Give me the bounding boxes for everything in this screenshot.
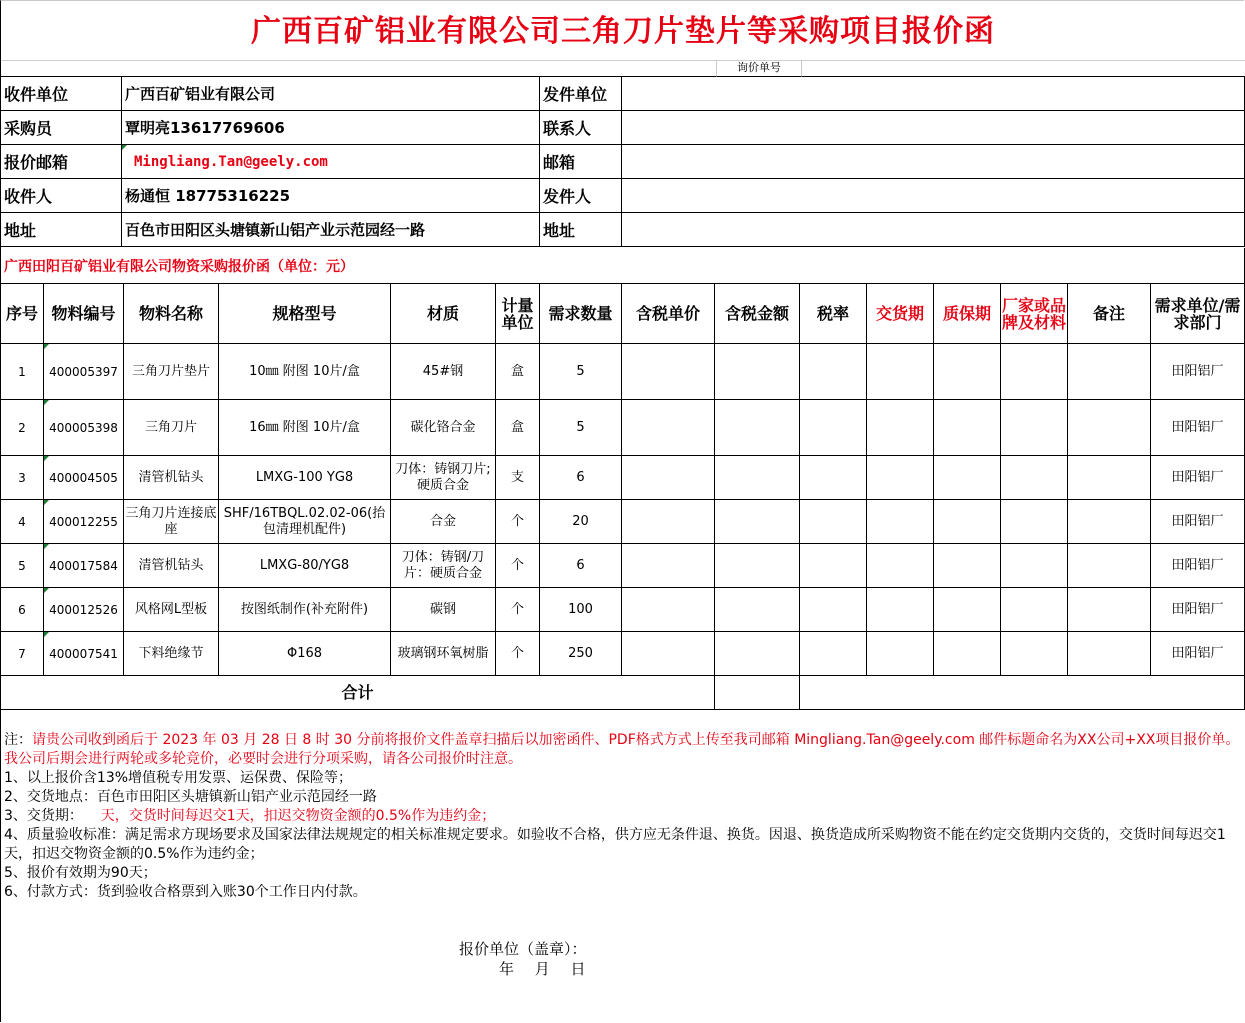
- row-2-spec: 16㎜ 附图 10片/盒: [219, 400, 391, 456]
- row-4-col-13: [1001, 500, 1068, 544]
- info-value-5: 百色市田阳区头塘镇新山铝产业示范园经一路: [122, 213, 540, 247]
- row-1-col-11: [867, 344, 934, 400]
- note-item-5: 5、报价有效期为90天；: [4, 865, 157, 881]
- signature-date: 年 月 日: [499, 960, 586, 978]
- row-4-qty: 20: [540, 500, 622, 544]
- row-2-col-12: [934, 400, 1001, 456]
- row-7-col-11: [867, 632, 934, 676]
- info-value-right-2: [622, 111, 1245, 145]
- row-4-col-11: [867, 500, 934, 544]
- info-label-3: 报价邮箱: [1, 145, 122, 179]
- header-col-8: 含税单价: [622, 284, 715, 344]
- row-5-code: 400017584: [44, 544, 124, 588]
- total-label: 合计: [1, 676, 715, 710]
- header-col-7: 需求数量: [540, 284, 622, 344]
- info-value-1: 广西百矿铝业有限公司: [122, 77, 540, 111]
- row-7-spec: Φ168: [219, 632, 391, 676]
- row-4-col-8: [622, 500, 715, 544]
- header-col-13: 厂家或品牌及材料: [1001, 284, 1068, 344]
- row-5-spec: LMXG-80/YG8: [219, 544, 391, 588]
- row-4-col-12: [934, 500, 1001, 544]
- row-4-material: 合金: [391, 500, 496, 544]
- row-3-unit: 支: [496, 456, 540, 500]
- row-3-material: 刀体：铸钢刀片;硬质合金: [391, 456, 496, 500]
- row-3-no: 3: [1, 456, 44, 500]
- row-7-col-9: [715, 632, 800, 676]
- row-7-col-14: [1068, 632, 1151, 676]
- row-2-col-8: [622, 400, 715, 456]
- signature-label: 报价单位（盖章）：: [459, 940, 587, 958]
- inquiry-strip: [1, 60, 1245, 77]
- row-2-code: 400005398: [44, 400, 124, 456]
- row-5-qty: 6: [540, 544, 622, 588]
- row-5-material: 刀体：铸钢/刀片：硬质合金: [391, 544, 496, 588]
- header-col-15: 需求单位/需求部门: [1151, 284, 1245, 344]
- row-3-col-13: [1001, 456, 1068, 500]
- inquiry-label: 询价单号: [716, 60, 802, 77]
- row-6-spec: 按图纸制作(补充附件): [219, 588, 391, 632]
- row-1-no: 1: [1, 344, 44, 400]
- row-1-col-12: [934, 344, 1001, 400]
- row-1-code: 400005397: [44, 344, 124, 400]
- row-4-dept: 田阳铝厂: [1151, 500, 1245, 544]
- row-3-col-10: [800, 456, 867, 500]
- header-col-14: 备注: [1068, 284, 1151, 344]
- info-label-5: 地址: [1, 213, 122, 247]
- row-3-spec: LMXG-100 YG8: [219, 456, 391, 500]
- subtitle: 广西田阳百矿铝业有限公司物资采购报价函（单位：元）: [1, 248, 1245, 284]
- row-4-col-14: [1068, 500, 1151, 544]
- info-label-1: 收件单位: [1, 77, 122, 111]
- header-col-12: 质保期: [934, 284, 1001, 344]
- row-4-no: 4: [1, 500, 44, 544]
- note-item-1: 1、以上报价含13%增值税专用发票、运保费、保险等；: [4, 770, 353, 786]
- row-1-dept: 田阳铝厂: [1151, 344, 1245, 400]
- row-4-name: 三角刀片连接底座: [124, 500, 219, 544]
- info-label-right-3: 邮箱: [540, 145, 622, 179]
- note-item-2: 2、交货地点：百色市田阳区头塘镇新山铝产业示范园经一路: [4, 789, 377, 805]
- info-value-3: Mingliang.Tan@geely.com: [122, 145, 540, 179]
- row-1-col-13: [1001, 344, 1068, 400]
- row-7-col-12: [934, 632, 1001, 676]
- row-4-col-9: [715, 500, 800, 544]
- row-7-col-8: [622, 632, 715, 676]
- row-5-col-8: [622, 544, 715, 588]
- header-col-6: 计量单位: [496, 284, 540, 344]
- header-col-5: 材质: [391, 284, 496, 344]
- info-label-right-1: 发件单位: [540, 77, 622, 111]
- info-label-2: 采购员: [1, 111, 122, 145]
- row-5-col-14: [1068, 544, 1151, 588]
- row-3-col-9: [715, 456, 800, 500]
- row-6-col-13: [1001, 588, 1068, 632]
- row-1-unit: 盒: [496, 344, 540, 400]
- row-6-col-8: [622, 588, 715, 632]
- row-5-no: 5: [1, 544, 44, 588]
- row-4-col-10: [800, 500, 867, 544]
- info-label-right-2: 联系人: [540, 111, 622, 145]
- row-2-name: 三角刀片: [124, 400, 219, 456]
- total-amount: [715, 676, 800, 710]
- row-7-code: 400007541: [44, 632, 124, 676]
- info-value-right-4: [622, 179, 1245, 213]
- info-value-right-5: [622, 213, 1245, 247]
- row-5-dept: 田阳铝厂: [1151, 544, 1245, 588]
- row-3-col-11: [867, 456, 934, 500]
- header-col-2: 物料编号: [44, 284, 124, 344]
- info-label-right-5: 地址: [540, 213, 622, 247]
- header-col-3: 物料名称: [124, 284, 219, 344]
- row-7-name: 下料绝缘节: [124, 632, 219, 676]
- header-col-9: 含税金额: [715, 284, 800, 344]
- row-7-col-13: [1001, 632, 1068, 676]
- row-3-dept: 田阳铝厂: [1151, 456, 1245, 500]
- row-6-name: 风格网L型板: [124, 588, 219, 632]
- row-6-unit: 个: [496, 588, 540, 632]
- row-5-name: 清管机钻头: [124, 544, 219, 588]
- row-7-no: 7: [1, 632, 44, 676]
- info-label-4: 收件人: [1, 179, 122, 213]
- row-3-col-12: [934, 456, 1001, 500]
- header-col-1: 序号: [1, 284, 44, 344]
- row-2-col-13: [1001, 400, 1068, 456]
- row-7-material: 玻璃钢环氧树脂: [391, 632, 496, 676]
- row-7-unit: 个: [496, 632, 540, 676]
- row-1-col-14: [1068, 344, 1151, 400]
- row-6-col-10: [800, 588, 867, 632]
- row-6-col-14: [1068, 588, 1151, 632]
- note-item-6: 6、付款方式：货到验收合格票到入账30个工作日内付款。: [4, 884, 367, 900]
- notes-section: [4, 731, 1240, 902]
- row-5-col-12: [934, 544, 1001, 588]
- row-2-col-11: [867, 400, 934, 456]
- row-6-qty: 100: [540, 588, 622, 632]
- row-7-col-10: [800, 632, 867, 676]
- row-2-qty: 5: [540, 400, 622, 456]
- row-2-material: 碳化铬合金: [391, 400, 496, 456]
- row-1-col-8: [622, 344, 715, 400]
- row-6-dept: 田阳铝厂: [1151, 588, 1245, 632]
- row-1-name: 三角刀片垫片: [124, 344, 219, 400]
- row-1-spec: 10㎜ 附图 10片/盒: [219, 344, 391, 400]
- document-title: 广西百矿铝业有限公司三角刀片垫片等采购项目报价函: [1, 1, 1245, 61]
- total-rest: [800, 676, 1245, 710]
- row-3-name: 清管机钻头: [124, 456, 219, 500]
- row-5-col-10: [800, 544, 867, 588]
- row-5-col-11: [867, 544, 934, 588]
- row-7-qty: 250: [540, 632, 622, 676]
- notes-main: 注：请贵公司收到函后于 2023 年 03 月 28 日 8 时 30 分前将报价文件盖章扫描后以加密函件、PDF格式方式上传至我司邮箱 Mingliang.Tan@geely.com 邮件标题命名为XX公司+XX项目报价单。我公司后期会进行两轮或多轮竞价，必要时会进行分项采购，请各公司报价时注意。: [4, 732, 1240, 767]
- row-6-material: 碳钢: [391, 588, 496, 632]
- row-6-col-11: [867, 588, 934, 632]
- row-2-col-10: [800, 400, 867, 456]
- row-5-unit: 个: [496, 544, 540, 588]
- row-3-code: 400004505: [44, 456, 124, 500]
- row-1-col-9: [715, 344, 800, 400]
- row-4-code: 400012255: [44, 500, 124, 544]
- row-7-dept: 田阳铝厂: [1151, 632, 1245, 676]
- row-6-code: 400012526: [44, 588, 124, 632]
- note-item-3: 3、交货期： 天，交货时间每迟交1天，扣迟交物资金额的0.5%作为违约金；: [4, 808, 496, 824]
- row-5-col-13: [1001, 544, 1068, 588]
- row-4-spec: SHF/16TBQL.02.02-06(抬包清理机配件): [219, 500, 391, 544]
- row-2-no: 2: [1, 400, 44, 456]
- row-1-material: 45#钢: [391, 344, 496, 400]
- row-2-col-14: [1068, 400, 1151, 456]
- info-value-2: 覃明亮13617769606: [122, 111, 540, 145]
- header-col-10: 税率: [800, 284, 867, 344]
- row-2-col-9: [715, 400, 800, 456]
- row-2-dept: 田阳铝厂: [1151, 400, 1245, 456]
- info-label-right-4: 发件人: [540, 179, 622, 213]
- header-col-4: 规格型号: [219, 284, 391, 344]
- header-col-11: 交货期: [867, 284, 934, 344]
- row-1-col-10: [800, 344, 867, 400]
- row-6-col-12: [934, 588, 1001, 632]
- info-value-right-3: [622, 145, 1245, 179]
- row-4-unit: 个: [496, 500, 540, 544]
- note-item-4: 4、质量验收标准：满足需求方现场要求及国家法律法规规定的相关标准规定要求。如验收不合格，供方应无条件退、换货。因退、换货造成所采购物资不能在约定交货期内交货的，交货时间每迟交1天，扣迟交物资金额的0.5%作为违约金；: [4, 827, 1226, 862]
- row-3-col-8: [622, 456, 715, 500]
- row-6-no: 6: [1, 588, 44, 632]
- row-3-col-14: [1068, 456, 1151, 500]
- info-value-right-1: [622, 77, 1245, 111]
- row-6-col-9: [715, 588, 800, 632]
- row-3-qty: 6: [540, 456, 622, 500]
- row-1-qty: 5: [540, 344, 622, 400]
- info-value-4: 杨通恒 18775316225: [122, 179, 540, 213]
- row-2-unit: 盒: [496, 400, 540, 456]
- row-5-col-9: [715, 544, 800, 588]
